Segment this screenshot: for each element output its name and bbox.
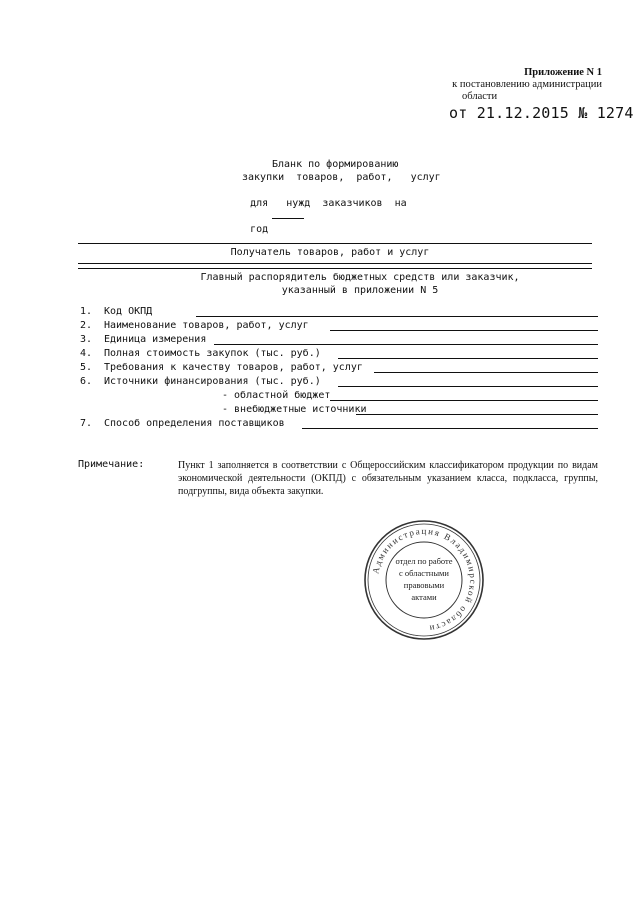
- item-number: 7.: [80, 418, 93, 429]
- appendix-header: [432, 67, 602, 103]
- item-regional-budget-field[interactable]: [330, 400, 598, 401]
- item-okpd-field[interactable]: [196, 316, 598, 317]
- item-quality-label: Требования к качеству товаров, работ, услуг: [104, 362, 363, 373]
- year-blank: [272, 218, 304, 219]
- appendix-region: области: [462, 91, 498, 102]
- manager-label: [180, 271, 540, 297]
- item-number: 6.: [80, 376, 93, 387]
- item-number: 1.: [80, 306, 93, 317]
- stamp-line-4: актами: [411, 592, 437, 602]
- form-title-year-word: год: [250, 224, 269, 235]
- item-unit-label: Единица измерения: [104, 334, 207, 345]
- item-cost-label: Полная стоимость закупок (тыс. руб.): [104, 348, 321, 359]
- item-number: 3.: [80, 334, 93, 345]
- stamp-seal-icon: [362, 518, 486, 642]
- form-title-line-3: для нужд заказчиков на: [250, 198, 407, 209]
- divider-recipient: [78, 263, 592, 264]
- stamp-line-3: правовыми: [403, 580, 445, 590]
- official-stamp: [362, 518, 486, 642]
- item-number: 5.: [80, 362, 93, 373]
- stamp-line-2: с областными: [399, 568, 449, 578]
- item-okpd-label: Код ОКПД: [104, 306, 153, 317]
- manager-line-1: Главный распорядитель бюджетных средств или заказчик,: [200, 272, 520, 283]
- note-text: Пункт 1 заполняется в соответствии с Общероссийским классификатором продукции по видам экономической деятельности (ОКПД) с обязательным указанием класса, подкласса, группы, подгруппы, вида объекта закупки.: [178, 460, 598, 497]
- item-funding-label: Источники финансирования (тыс. руб.): [104, 376, 321, 387]
- note-label: Примечание:: [78, 459, 145, 470]
- item-number: 4.: [80, 348, 93, 359]
- item-method-label: Способ определения поставщиков: [104, 418, 285, 429]
- appendix-subtitle: к постановлению администрации: [452, 79, 602, 90]
- item-method-field[interactable]: [302, 428, 598, 429]
- recipient-label: Получатель товаров, работ и услуг: [230, 247, 430, 258]
- item-name-label: Наименование товаров, работ, услуг: [104, 320, 309, 331]
- form-title: [200, 158, 470, 249]
- item-extrabudget-label: - внебюджетные источники: [222, 404, 367, 415]
- form-title-line-1: Бланк по формированию: [272, 159, 399, 170]
- item-unit-field[interactable]: [214, 344, 598, 345]
- appendix-title: Приложение N 1: [524, 67, 602, 78]
- item-name-field[interactable]: [330, 330, 598, 331]
- item-number: 2.: [80, 320, 93, 331]
- item-extrabudget-field[interactable]: [356, 414, 598, 415]
- item-quality-field[interactable]: [374, 372, 598, 373]
- form-title-line-2: закупки товаров, работ, услуг: [242, 172, 441, 183]
- decree-date-number: от 21.12.2015 № 1274: [449, 104, 634, 122]
- divider-recipient-2: [78, 268, 592, 269]
- item-regional-budget-label: - областной бюджет: [222, 390, 331, 401]
- item-funding-field[interactable]: [338, 386, 598, 387]
- stamp-ring-text: Администрация Владимирской области: [370, 525, 479, 634]
- stamp-line-1: отдел по работе: [395, 556, 453, 566]
- divider-top: [78, 243, 592, 244]
- manager-line-2: указанный в приложении N 5: [281, 285, 439, 296]
- item-cost-field[interactable]: [338, 358, 598, 359]
